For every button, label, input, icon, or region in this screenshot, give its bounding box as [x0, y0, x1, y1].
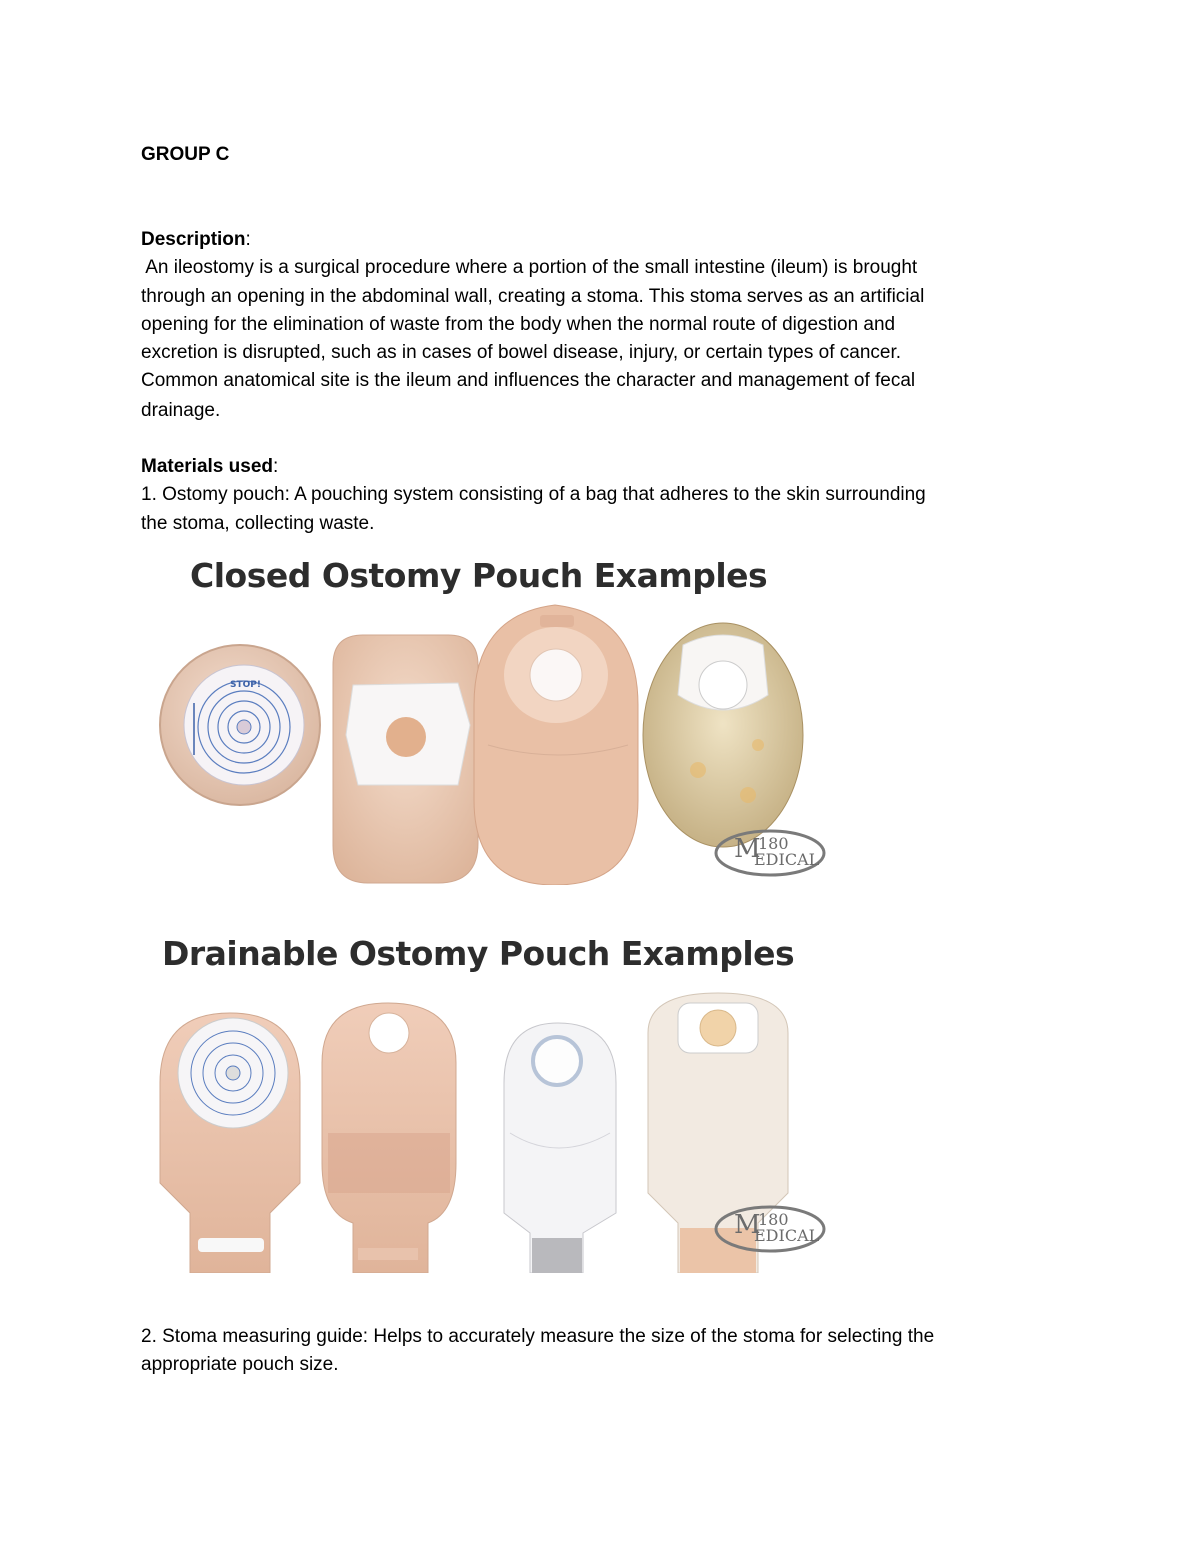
closed-pouch-title: Closed Ostomy Pouch Examples — [190, 556, 768, 595]
description-line: excretion is disrupted, such as in cases of bowel disease, injury, or certain types of cancer. — [141, 342, 902, 364]
closed-pouch-round — [160, 645, 320, 805]
logo-text: EDICAL — [754, 850, 820, 869]
materials-item-2-line: appropriate pouch size. — [141, 1354, 339, 1376]
closed-pouch-figure — [158, 556, 838, 885]
closed-pouch-oval — [474, 605, 638, 885]
description-colon: : — [245, 229, 251, 250]
drainable-pouch-clear-white — [504, 1023, 616, 1273]
materials-section — [141, 453, 1061, 538]
materials-item-2-line: 2. Stoma measuring guide: Helps to accurately measure the size of the stoma for selecting the — [141, 1326, 935, 1347]
group-label: GROUP C — [141, 144, 230, 165]
materials-item-2 — [141, 1323, 1061, 1380]
medical-180-logo — [716, 831, 824, 875]
closed-pouch-clear — [643, 623, 803, 847]
description-line: An ileostomy is a surgical procedure where a portion of the small intestine (ileum) is brought — [141, 257, 918, 279]
logo-number: 180 — [758, 834, 789, 853]
closed-pouch-illustration — [158, 595, 838, 885]
description-section — [141, 226, 1061, 425]
description-line: through an opening in the abdominal wall, creating a stoma. This stoma serves as an artificial — [141, 285, 925, 307]
logo-initial: M — [734, 1210, 761, 1240]
drainable-pouch-figure — [158, 934, 838, 1273]
logo-text: EDICAL — [754, 1226, 820, 1245]
drainable-pouch-wafer — [160, 1013, 300, 1273]
materials-item-1-line: 1. Ostomy pouch: A pouching system consisting of a bag that adheres to the skin surrounding — [141, 484, 926, 506]
materials-heading: Materials used — [141, 456, 273, 477]
materials-item-1-line: the stoma, collecting waste. — [141, 512, 375, 534]
description-line: drainage. — [141, 399, 221, 421]
logo-initial: M — [734, 834, 761, 864]
description-line: Common anatomical site is the ileum and influences the character and management of fecal — [141, 370, 916, 392]
drainable-pouch-opaque — [322, 1003, 456, 1273]
materials-colon: : — [273, 456, 279, 477]
description-line: opening for the elimination of waste from the body when the normal route of digestion and — [141, 313, 896, 335]
logo-number: 180 — [758, 1210, 789, 1229]
drainable-pouch-title: Drainable Ostomy Pouch Examples — [162, 934, 795, 973]
wafer-stop-label: STOP! — [230, 680, 261, 690]
closed-pouch-rectangular — [333, 635, 478, 883]
drainable-pouch-illustration — [158, 973, 838, 1273]
description-heading: Description — [141, 229, 246, 250]
